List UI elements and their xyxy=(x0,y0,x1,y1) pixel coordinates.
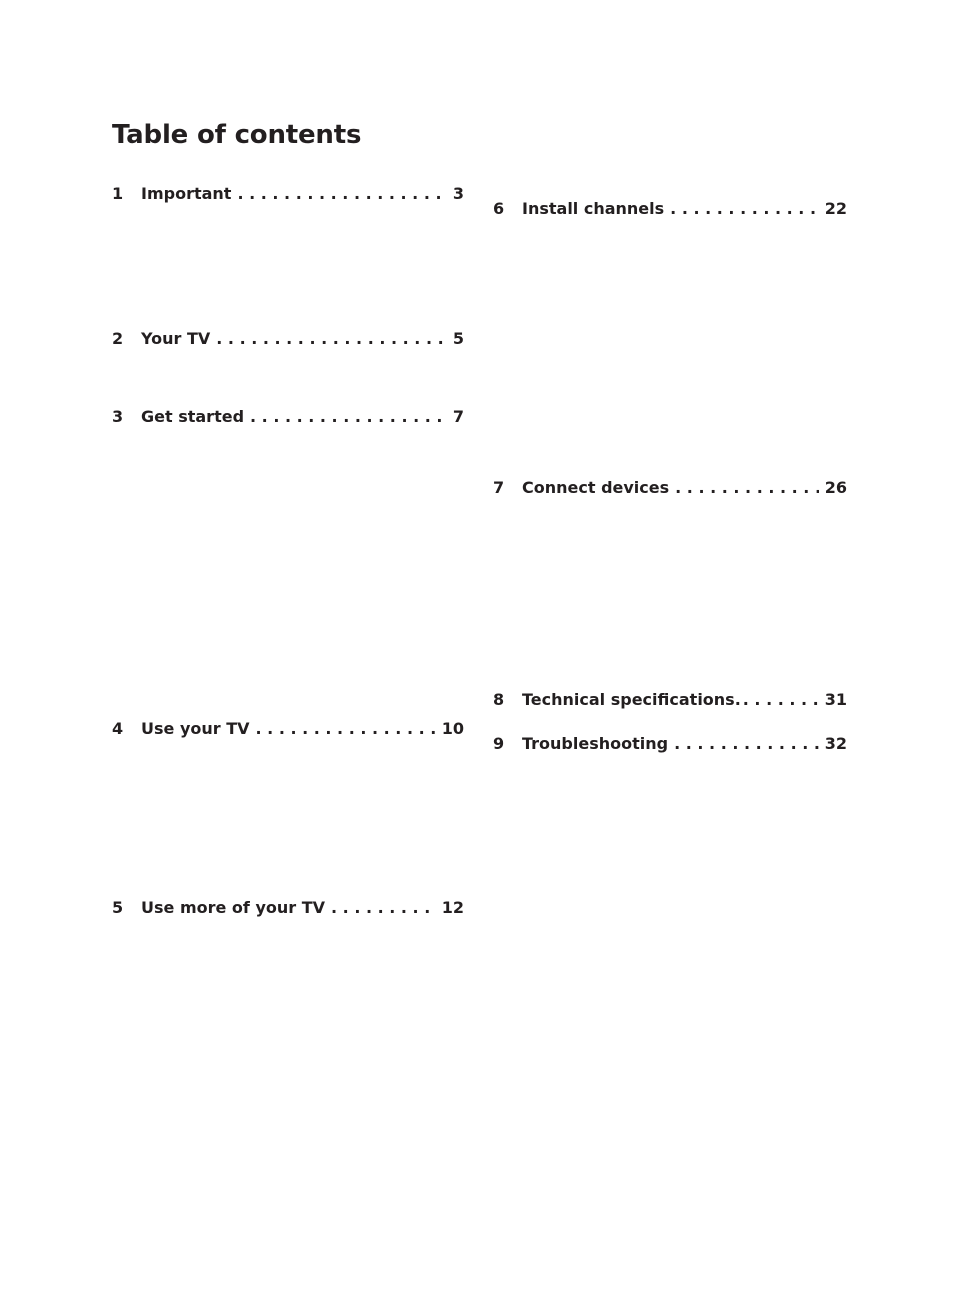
page-title: Table of contents xyxy=(112,120,362,150)
toc-label: Important xyxy=(141,184,232,203)
toc-number: 6 xyxy=(493,199,505,218)
toc-number: 1 xyxy=(112,184,124,203)
toc-page-number: 26 xyxy=(824,478,847,497)
toc-number: 2 xyxy=(112,329,124,348)
toc-leader-dots xyxy=(237,183,446,205)
toc-leader-dots xyxy=(256,718,436,740)
toc-entry-get-started[interactable] xyxy=(112,406,464,428)
toc-label: Connect devices xyxy=(522,478,670,497)
toc-leader-dots xyxy=(675,477,819,499)
toc-page-number: 5 xyxy=(452,329,464,348)
toc-page-number: 32 xyxy=(824,734,847,753)
toc-entry-use-more-of-your-tv[interactable] xyxy=(112,897,464,919)
toc-entry-important[interactable] xyxy=(112,183,464,205)
toc-number: 8 xyxy=(493,690,505,709)
toc-leader-dots xyxy=(670,198,819,220)
toc-entry-your-tv[interactable] xyxy=(112,328,464,350)
toc-page-number: 3 xyxy=(452,184,464,203)
toc-page-number: 10 xyxy=(441,719,464,738)
toc-label: Use your TV xyxy=(141,719,250,738)
toc-label: Technical specifications. xyxy=(522,690,741,709)
toc-label: Get started xyxy=(141,407,245,426)
toc-page-number: 22 xyxy=(824,199,847,218)
toc-page-number: 31 xyxy=(824,690,847,709)
toc-entry-use-your-tv[interactable] xyxy=(112,718,464,740)
toc-entry-connect-devices[interactable] xyxy=(493,477,847,499)
toc-entry-troubleshooting[interactable] xyxy=(493,733,847,755)
toc-number: 3 xyxy=(112,407,124,426)
toc-leader-dots xyxy=(674,733,819,755)
toc-number: 7 xyxy=(493,478,505,497)
toc-leader-dots xyxy=(331,897,436,919)
toc-page-number: 7 xyxy=(452,407,464,426)
toc-number: 4 xyxy=(112,719,124,738)
toc-entry-technical-specifications[interactable] xyxy=(493,689,847,711)
toc-number: 5 xyxy=(112,898,124,917)
toc-leader-dots xyxy=(743,689,819,711)
toc-page-number: 12 xyxy=(441,898,464,917)
toc-label: Use more of your TV xyxy=(141,898,326,917)
toc-leader-dots xyxy=(216,328,447,350)
toc-label: Your TV xyxy=(141,329,211,348)
toc-number: 9 xyxy=(493,734,505,753)
toc-entry-install-channels[interactable] xyxy=(493,198,847,220)
toc-leader-dots xyxy=(250,406,447,428)
toc-label: Install channels xyxy=(522,199,665,218)
toc-label: Troubleshooting xyxy=(522,734,669,753)
